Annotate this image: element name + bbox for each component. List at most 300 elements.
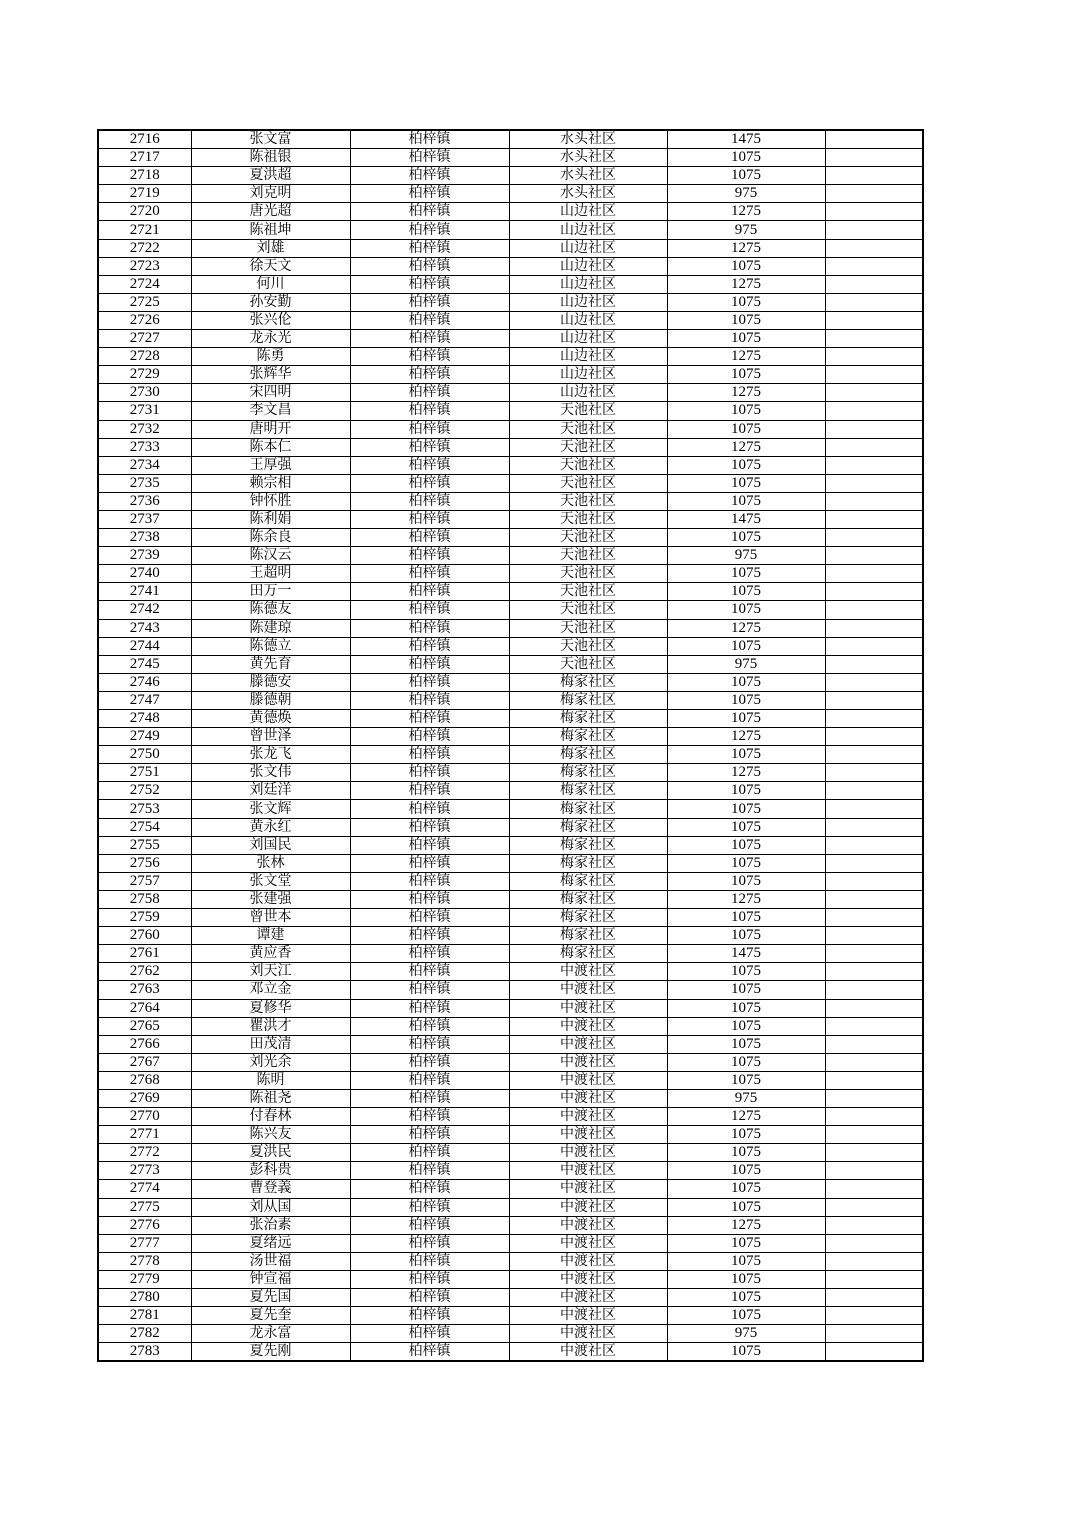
amount-cell: 1075 — [667, 366, 825, 384]
amount-cell: 1075 — [667, 1180, 825, 1198]
community-cell: 天池社区 — [509, 402, 667, 420]
town-cell: 柏梓镇 — [350, 420, 509, 438]
serial-number-cell: 2779 — [98, 1270, 191, 1288]
amount-cell: 1275 — [667, 239, 825, 257]
community-cell: 山边社区 — [509, 221, 667, 239]
table-row — [98, 1089, 923, 1107]
note-cell — [825, 1162, 923, 1180]
serial-number-cell: 2730 — [98, 384, 191, 402]
serial-number-cell: 2744 — [98, 637, 191, 655]
serial-number-cell: 2764 — [98, 999, 191, 1017]
name-cell: 张林 — [191, 854, 350, 872]
community-cell: 水头社区 — [509, 130, 667, 149]
table-row — [98, 420, 923, 438]
table-row — [98, 1162, 923, 1180]
table-row — [98, 637, 923, 655]
community-cell: 山边社区 — [509, 203, 667, 221]
serial-number-cell: 2774 — [98, 1180, 191, 1198]
serial-number-cell: 2750 — [98, 746, 191, 764]
community-cell: 天池社区 — [509, 655, 667, 673]
note-cell — [825, 673, 923, 691]
amount-cell: 1075 — [667, 1289, 825, 1307]
name-cell: 田茂清 — [191, 1035, 350, 1053]
town-cell: 柏梓镇 — [350, 1126, 509, 1144]
town-cell: 柏梓镇 — [350, 1252, 509, 1270]
community-cell: 山边社区 — [509, 239, 667, 257]
table-row — [98, 1053, 923, 1071]
community-cell: 中渡社区 — [509, 1307, 667, 1325]
note-cell — [825, 1343, 923, 1362]
note-cell — [825, 167, 923, 185]
town-cell: 柏梓镇 — [350, 565, 509, 583]
amount-cell: 1075 — [667, 1234, 825, 1252]
town-cell: 柏梓镇 — [350, 927, 509, 945]
table-row — [98, 293, 923, 311]
note-cell — [825, 764, 923, 782]
community-cell: 中渡社区 — [509, 1252, 667, 1270]
table-row — [98, 710, 923, 728]
town-cell: 柏梓镇 — [350, 890, 509, 908]
name-cell: 刘从国 — [191, 1198, 350, 1216]
note-cell — [825, 800, 923, 818]
serial-number-cell: 2731 — [98, 402, 191, 420]
community-cell: 中渡社区 — [509, 1325, 667, 1343]
serial-number-cell: 2724 — [98, 275, 191, 293]
name-cell: 刘廷洋 — [191, 782, 350, 800]
community-cell: 山边社区 — [509, 293, 667, 311]
town-cell: 柏梓镇 — [350, 601, 509, 619]
town-cell: 柏梓镇 — [350, 1017, 509, 1035]
town-cell: 柏梓镇 — [350, 547, 509, 565]
table-row — [98, 1234, 923, 1252]
note-cell — [825, 1325, 923, 1343]
document-sheet — [97, 129, 922, 1362]
serial-number-cell: 2783 — [98, 1343, 191, 1362]
serial-number-cell: 2765 — [98, 1017, 191, 1035]
community-cell: 梅家社区 — [509, 818, 667, 836]
name-cell: 王厚强 — [191, 456, 350, 474]
amount-cell: 1275 — [667, 1216, 825, 1234]
town-cell: 柏梓镇 — [350, 1234, 509, 1252]
table-row — [98, 366, 923, 384]
serial-number-cell: 2736 — [98, 492, 191, 510]
town-cell: 柏梓镇 — [350, 710, 509, 728]
note-cell — [825, 492, 923, 510]
town-cell: 柏梓镇 — [350, 438, 509, 456]
amount-cell: 1075 — [667, 691, 825, 709]
serial-number-cell: 2754 — [98, 818, 191, 836]
table-row — [98, 565, 923, 583]
serial-number-cell: 2719 — [98, 185, 191, 203]
note-cell — [825, 909, 923, 927]
name-cell: 陈德友 — [191, 601, 350, 619]
town-cell: 柏梓镇 — [350, 836, 509, 854]
note-cell — [825, 185, 923, 203]
amount-cell: 1075 — [667, 1270, 825, 1288]
serial-number-cell: 2781 — [98, 1307, 191, 1325]
table-row — [98, 1144, 923, 1162]
amount-cell: 1075 — [667, 782, 825, 800]
town-cell: 柏梓镇 — [350, 384, 509, 402]
serial-number-cell: 2780 — [98, 1289, 191, 1307]
town-cell: 柏梓镇 — [350, 366, 509, 384]
community-cell: 梅家社区 — [509, 872, 667, 890]
name-cell: 龙永光 — [191, 330, 350, 348]
table-row — [98, 456, 923, 474]
name-cell: 张建强 — [191, 890, 350, 908]
town-cell: 柏梓镇 — [350, 1071, 509, 1089]
serial-number-cell: 2746 — [98, 673, 191, 691]
name-cell: 唐明开 — [191, 420, 350, 438]
amount-cell: 1275 — [667, 348, 825, 366]
name-cell: 张文富 — [191, 130, 350, 149]
name-cell: 曹登義 — [191, 1180, 350, 1198]
town-cell: 柏梓镇 — [350, 1289, 509, 1307]
community-cell: 中渡社区 — [509, 981, 667, 999]
table-row — [98, 438, 923, 456]
town-cell: 柏梓镇 — [350, 167, 509, 185]
serial-number-cell: 2766 — [98, 1035, 191, 1053]
amount-cell: 975 — [667, 1325, 825, 1343]
amount-cell: 1075 — [667, 330, 825, 348]
community-cell: 梅家社区 — [509, 800, 667, 818]
community-cell: 梅家社区 — [509, 728, 667, 746]
table-row — [98, 999, 923, 1017]
note-cell — [825, 1035, 923, 1053]
name-cell: 陈建琼 — [191, 619, 350, 637]
community-cell: 中渡社区 — [509, 963, 667, 981]
table-row — [98, 673, 923, 691]
community-cell: 天池社区 — [509, 438, 667, 456]
note-cell — [825, 510, 923, 528]
community-cell: 中渡社区 — [509, 1071, 667, 1089]
town-cell: 柏梓镇 — [350, 818, 509, 836]
amount-cell: 975 — [667, 1089, 825, 1107]
note-cell — [825, 637, 923, 655]
note-cell — [825, 221, 923, 239]
town-cell: 柏梓镇 — [350, 1343, 509, 1362]
name-cell: 滕德朝 — [191, 691, 350, 709]
serial-number-cell: 2717 — [98, 149, 191, 167]
town-cell: 柏梓镇 — [350, 728, 509, 746]
note-cell — [825, 239, 923, 257]
note-cell — [825, 1198, 923, 1216]
table-row — [98, 167, 923, 185]
community-cell: 梅家社区 — [509, 746, 667, 764]
name-cell: 彭科贵 — [191, 1162, 350, 1180]
amount-cell: 1075 — [667, 1035, 825, 1053]
table-row — [98, 1198, 923, 1216]
serial-number-cell: 2771 — [98, 1126, 191, 1144]
name-cell: 陈余良 — [191, 529, 350, 547]
note-cell — [825, 456, 923, 474]
town-cell: 柏梓镇 — [350, 981, 509, 999]
amount-cell: 1075 — [667, 492, 825, 510]
town-cell: 柏梓镇 — [350, 474, 509, 492]
community-cell: 天池社区 — [509, 456, 667, 474]
town-cell: 柏梓镇 — [350, 239, 509, 257]
town-cell: 柏梓镇 — [350, 673, 509, 691]
serial-number-cell: 2776 — [98, 1216, 191, 1234]
name-cell: 汤世福 — [191, 1252, 350, 1270]
community-cell: 中渡社区 — [509, 1270, 667, 1288]
amount-cell: 1075 — [667, 149, 825, 167]
community-cell: 中渡社区 — [509, 1126, 667, 1144]
name-cell: 张龙飞 — [191, 746, 350, 764]
town-cell: 柏梓镇 — [350, 221, 509, 239]
table-row — [98, 239, 923, 257]
town-cell: 柏梓镇 — [350, 275, 509, 293]
town-cell: 柏梓镇 — [350, 1108, 509, 1126]
amount-cell: 1275 — [667, 764, 825, 782]
amount-cell: 1075 — [667, 420, 825, 438]
amount-cell: 1075 — [667, 746, 825, 764]
community-cell: 中渡社区 — [509, 1234, 667, 1252]
table-row — [98, 1270, 923, 1288]
amount-cell: 1075 — [667, 981, 825, 999]
serial-number-cell: 2734 — [98, 456, 191, 474]
amount-cell: 1075 — [667, 529, 825, 547]
roster-table — [97, 129, 924, 1362]
amount-cell: 1075 — [667, 999, 825, 1017]
note-cell — [825, 1126, 923, 1144]
community-cell: 中渡社区 — [509, 1035, 667, 1053]
community-cell: 山边社区 — [509, 348, 667, 366]
town-cell: 柏梓镇 — [350, 529, 509, 547]
table-row — [98, 257, 923, 275]
name-cell: 孙安勤 — [191, 293, 350, 311]
table-row — [98, 1252, 923, 1270]
note-cell — [825, 710, 923, 728]
table-row — [98, 655, 923, 673]
note-cell — [825, 1252, 923, 1270]
table-row — [98, 601, 923, 619]
community-cell: 梅家社区 — [509, 710, 667, 728]
town-cell: 柏梓镇 — [350, 655, 509, 673]
note-cell — [825, 945, 923, 963]
community-cell: 梅家社区 — [509, 890, 667, 908]
note-cell — [825, 818, 923, 836]
table-row — [98, 221, 923, 239]
serial-number-cell: 2745 — [98, 655, 191, 673]
community-cell: 梅家社区 — [509, 673, 667, 691]
table-row — [98, 402, 923, 420]
serial-number-cell: 2726 — [98, 311, 191, 329]
name-cell: 李文昌 — [191, 402, 350, 420]
table-row — [98, 1126, 923, 1144]
town-cell: 柏梓镇 — [350, 909, 509, 927]
town-cell: 柏梓镇 — [350, 1270, 509, 1288]
community-cell: 天池社区 — [509, 420, 667, 438]
name-cell: 黄先育 — [191, 655, 350, 673]
note-cell — [825, 872, 923, 890]
serial-number-cell: 2725 — [98, 293, 191, 311]
note-cell — [825, 203, 923, 221]
table-row — [98, 1307, 923, 1325]
name-cell: 何川 — [191, 275, 350, 293]
name-cell: 付春林 — [191, 1108, 350, 1126]
name-cell: 陈兴友 — [191, 1126, 350, 1144]
amount-cell: 1075 — [667, 1053, 825, 1071]
table-row — [98, 782, 923, 800]
serial-number-cell: 2760 — [98, 927, 191, 945]
note-cell — [825, 1270, 923, 1288]
note-cell — [825, 836, 923, 854]
amount-cell: 1075 — [667, 836, 825, 854]
name-cell: 陈祖银 — [191, 149, 350, 167]
town-cell: 柏梓镇 — [350, 1180, 509, 1198]
name-cell: 钟怀胜 — [191, 492, 350, 510]
town-cell: 柏梓镇 — [350, 1325, 509, 1343]
table-row — [98, 728, 923, 746]
table-row — [98, 800, 923, 818]
serial-number-cell: 2718 — [98, 167, 191, 185]
serial-number-cell: 2770 — [98, 1108, 191, 1126]
serial-number-cell: 2773 — [98, 1162, 191, 1180]
note-cell — [825, 348, 923, 366]
note-cell — [825, 547, 923, 565]
serial-number-cell: 2740 — [98, 565, 191, 583]
amount-cell: 1075 — [667, 1307, 825, 1325]
town-cell: 柏梓镇 — [350, 1089, 509, 1107]
amount-cell: 1075 — [667, 1144, 825, 1162]
town-cell: 柏梓镇 — [350, 963, 509, 981]
amount-cell: 1075 — [667, 909, 825, 927]
table-row — [98, 927, 923, 945]
name-cell: 陈德立 — [191, 637, 350, 655]
note-cell — [825, 619, 923, 637]
amount-cell: 1075 — [667, 710, 825, 728]
table-row — [98, 1343, 923, 1362]
amount-cell: 1275 — [667, 384, 825, 402]
serial-number-cell: 2741 — [98, 583, 191, 601]
town-cell: 柏梓镇 — [350, 1053, 509, 1071]
note-cell — [825, 927, 923, 945]
serial-number-cell: 2727 — [98, 330, 191, 348]
serial-number-cell: 2728 — [98, 348, 191, 366]
community-cell: 天池社区 — [509, 565, 667, 583]
note-cell — [825, 384, 923, 402]
serial-number-cell: 2722 — [98, 239, 191, 257]
town-cell: 柏梓镇 — [350, 293, 509, 311]
name-cell: 田万一 — [191, 583, 350, 601]
table-row — [98, 1325, 923, 1343]
serial-number-cell: 2738 — [98, 529, 191, 547]
town-cell: 柏梓镇 — [350, 583, 509, 601]
community-cell: 天池社区 — [509, 637, 667, 655]
community-cell: 梅家社区 — [509, 927, 667, 945]
note-cell — [825, 1089, 923, 1107]
note-cell — [825, 854, 923, 872]
amount-cell: 1075 — [667, 1017, 825, 1035]
table-row — [98, 1017, 923, 1035]
amount-cell: 1275 — [667, 203, 825, 221]
table-row — [98, 836, 923, 854]
amount-cell: 1075 — [667, 1162, 825, 1180]
serial-number-cell: 2733 — [98, 438, 191, 456]
community-cell: 山边社区 — [509, 311, 667, 329]
table-row — [98, 1035, 923, 1053]
table-row — [98, 185, 923, 203]
community-cell: 中渡社区 — [509, 1017, 667, 1035]
name-cell: 赖宗相 — [191, 474, 350, 492]
community-cell: 天池社区 — [509, 583, 667, 601]
note-cell — [825, 438, 923, 456]
town-cell: 柏梓镇 — [350, 130, 509, 149]
name-cell: 张文堂 — [191, 872, 350, 890]
amount-cell: 1075 — [667, 565, 825, 583]
amount-cell: 1075 — [667, 927, 825, 945]
name-cell: 刘国民 — [191, 836, 350, 854]
amount-cell: 1475 — [667, 510, 825, 528]
serial-number-cell: 2753 — [98, 800, 191, 818]
community-cell: 天池社区 — [509, 474, 667, 492]
community-cell: 梅家社区 — [509, 909, 667, 927]
name-cell: 张文伟 — [191, 764, 350, 782]
community-cell: 天池社区 — [509, 601, 667, 619]
serial-number-cell: 2762 — [98, 963, 191, 981]
amount-cell: 1275 — [667, 890, 825, 908]
town-cell: 柏梓镇 — [350, 203, 509, 221]
amount-cell: 1075 — [667, 1198, 825, 1216]
table-row — [98, 1180, 923, 1198]
community-cell: 山边社区 — [509, 257, 667, 275]
amount-cell: 975 — [667, 221, 825, 239]
note-cell — [825, 1108, 923, 1126]
serial-number-cell: 2772 — [98, 1144, 191, 1162]
table-row — [98, 330, 923, 348]
table-row — [98, 619, 923, 637]
name-cell: 邓立金 — [191, 981, 350, 999]
note-cell — [825, 257, 923, 275]
serial-number-cell: 2720 — [98, 203, 191, 221]
serial-number-cell: 2756 — [98, 854, 191, 872]
name-cell: 瞿洪才 — [191, 1017, 350, 1035]
community-cell: 山边社区 — [509, 275, 667, 293]
amount-cell: 1075 — [667, 474, 825, 492]
amount-cell: 1275 — [667, 619, 825, 637]
amount-cell: 1075 — [667, 637, 825, 655]
table-row — [98, 909, 923, 927]
serial-number-cell: 2743 — [98, 619, 191, 637]
community-cell: 中渡社区 — [509, 1289, 667, 1307]
note-cell — [825, 728, 923, 746]
town-cell: 柏梓镇 — [350, 800, 509, 818]
serial-number-cell: 2782 — [98, 1325, 191, 1343]
community-cell: 中渡社区 — [509, 1162, 667, 1180]
table-row — [98, 746, 923, 764]
serial-number-cell: 2768 — [98, 1071, 191, 1089]
community-cell: 天池社区 — [509, 529, 667, 547]
name-cell: 王超明 — [191, 565, 350, 583]
name-cell: 陈勇 — [191, 348, 350, 366]
town-cell: 柏梓镇 — [350, 746, 509, 764]
name-cell: 夏洪民 — [191, 1144, 350, 1162]
serial-number-cell: 2752 — [98, 782, 191, 800]
town-cell: 柏梓镇 — [350, 1162, 509, 1180]
amount-cell: 1075 — [667, 854, 825, 872]
note-cell — [825, 1017, 923, 1035]
serial-number-cell: 2732 — [98, 420, 191, 438]
town-cell: 柏梓镇 — [350, 619, 509, 637]
amount-cell: 1075 — [667, 456, 825, 474]
table-row — [98, 130, 923, 149]
note-cell — [825, 1071, 923, 1089]
serial-number-cell: 2729 — [98, 366, 191, 384]
table-row — [98, 384, 923, 402]
community-cell: 天池社区 — [509, 547, 667, 565]
note-cell — [825, 565, 923, 583]
